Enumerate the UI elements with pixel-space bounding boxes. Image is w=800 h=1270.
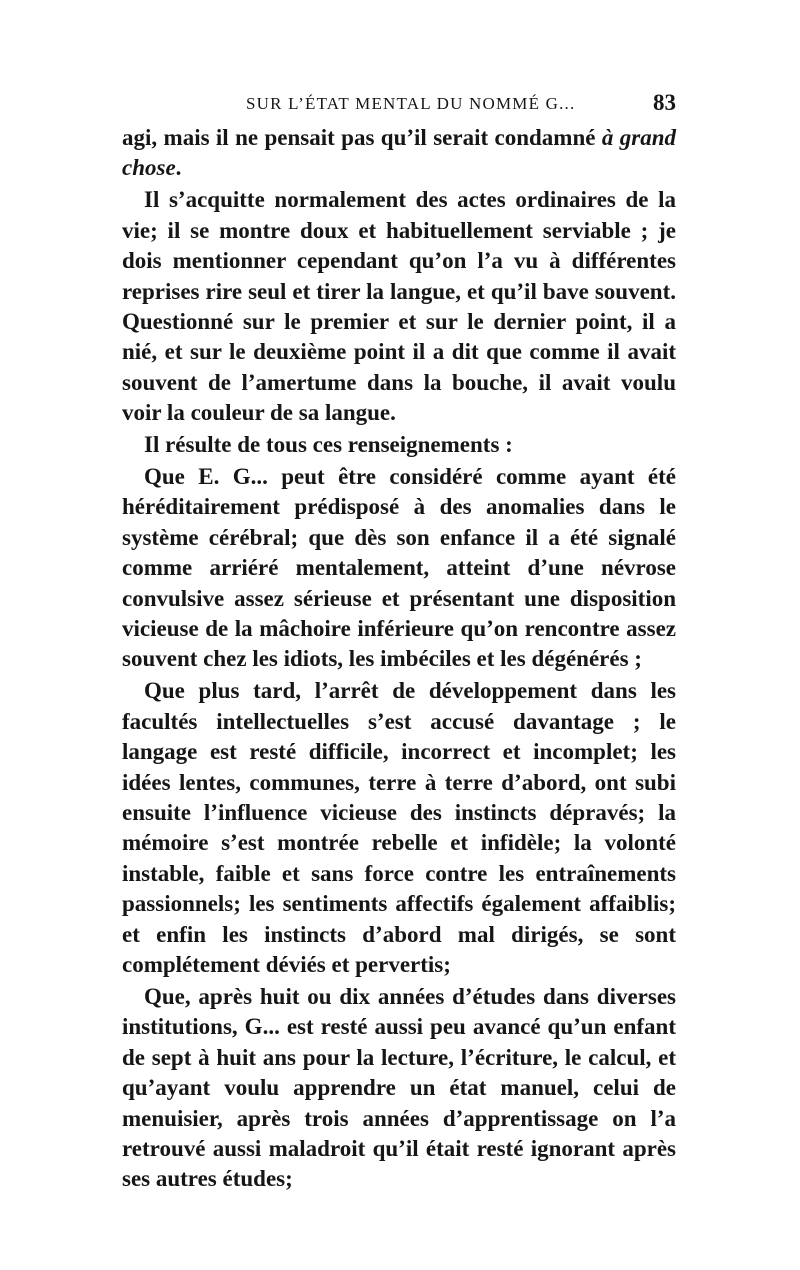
paragraph-1-text: agi, mais il ne pensait pas qu’il serait condamné	[122, 125, 602, 150]
paragraph-4: Que E. G... peut être considéré comme ayant été héréditairement prédisposé à des anomalies dans le système cérébral; que dès son enfance il a été signalé comme arriéré mentalement, atteint d’une névrose convulsive assez sérieuse et présentant une disposition vicieuse de la mâchoire inférieure qu’on rencontre assez souvent chez les idiots, les imbéciles et les dégénérés ;	[122, 463, 676, 672]
running-head: SUR L’ÉTAT MENTAL DU NOMMÉ G...	[246, 94, 576, 113]
paragraph-1	[122, 123, 676, 184]
page-header	[122, 90, 676, 120]
paragraph-1-italic: à grand chose	[122, 125, 676, 181]
paragraph-5: Que plus tard, l’arrêt de développement dans les facultés intellectuelles s’est accusé davantage ; le langage est resté difficile, incorrect et incomplet; les idées lentes, communes, terre à terre d’abord, ont subi ensuite l’influence vicieuse des instincts dépravés; la mémoire s’est montrée rebelle et infidèle; la volonté instable, faible et sans force contre les entraînements passionnels; les sentiments affectifs également affaiblis; et enfin les instincts d’abord mal dirigés, se sont complétement déviés et pervertis;	[122, 678, 676, 977]
page-number: 83	[653, 90, 676, 115]
body-text	[122, 123, 676, 1196]
paragraph-1-end: .	[175, 155, 182, 181]
paragraph-2: Il s’acquitte normalement des actes ordinaires de la vie; il se montre doux et habituellement serviable ; je dois mentionner cependant qu’on l’a vu à différentes reprises rire seul et tirer la langue, et qu’il bave souvent. Questionné sur le premier et sur le dernier point, il a nié, et sur le deuxième point il a dit que comme il avait souvent de l’amertume dans la bouche, il avait voulu voir la couleur de sa langue.	[122, 187, 676, 426]
paragraph-6: Que, après huit ou dix années d’études dans diverses institutions, G... est resté aussi peu avancé qu’un enfant de sept à huit ans pour la lecture, l’écriture, le calcul, et qu’ayant voulu apprendre un état manuel, celui de menuisier, après trois années d’apprentissage on l’a retrouvé aussi maladroit qu’il était resté ignorant après ses autres études;	[122, 983, 676, 1192]
paragraph-3: Il résulte de tous ces renseignements :	[144, 432, 513, 458]
